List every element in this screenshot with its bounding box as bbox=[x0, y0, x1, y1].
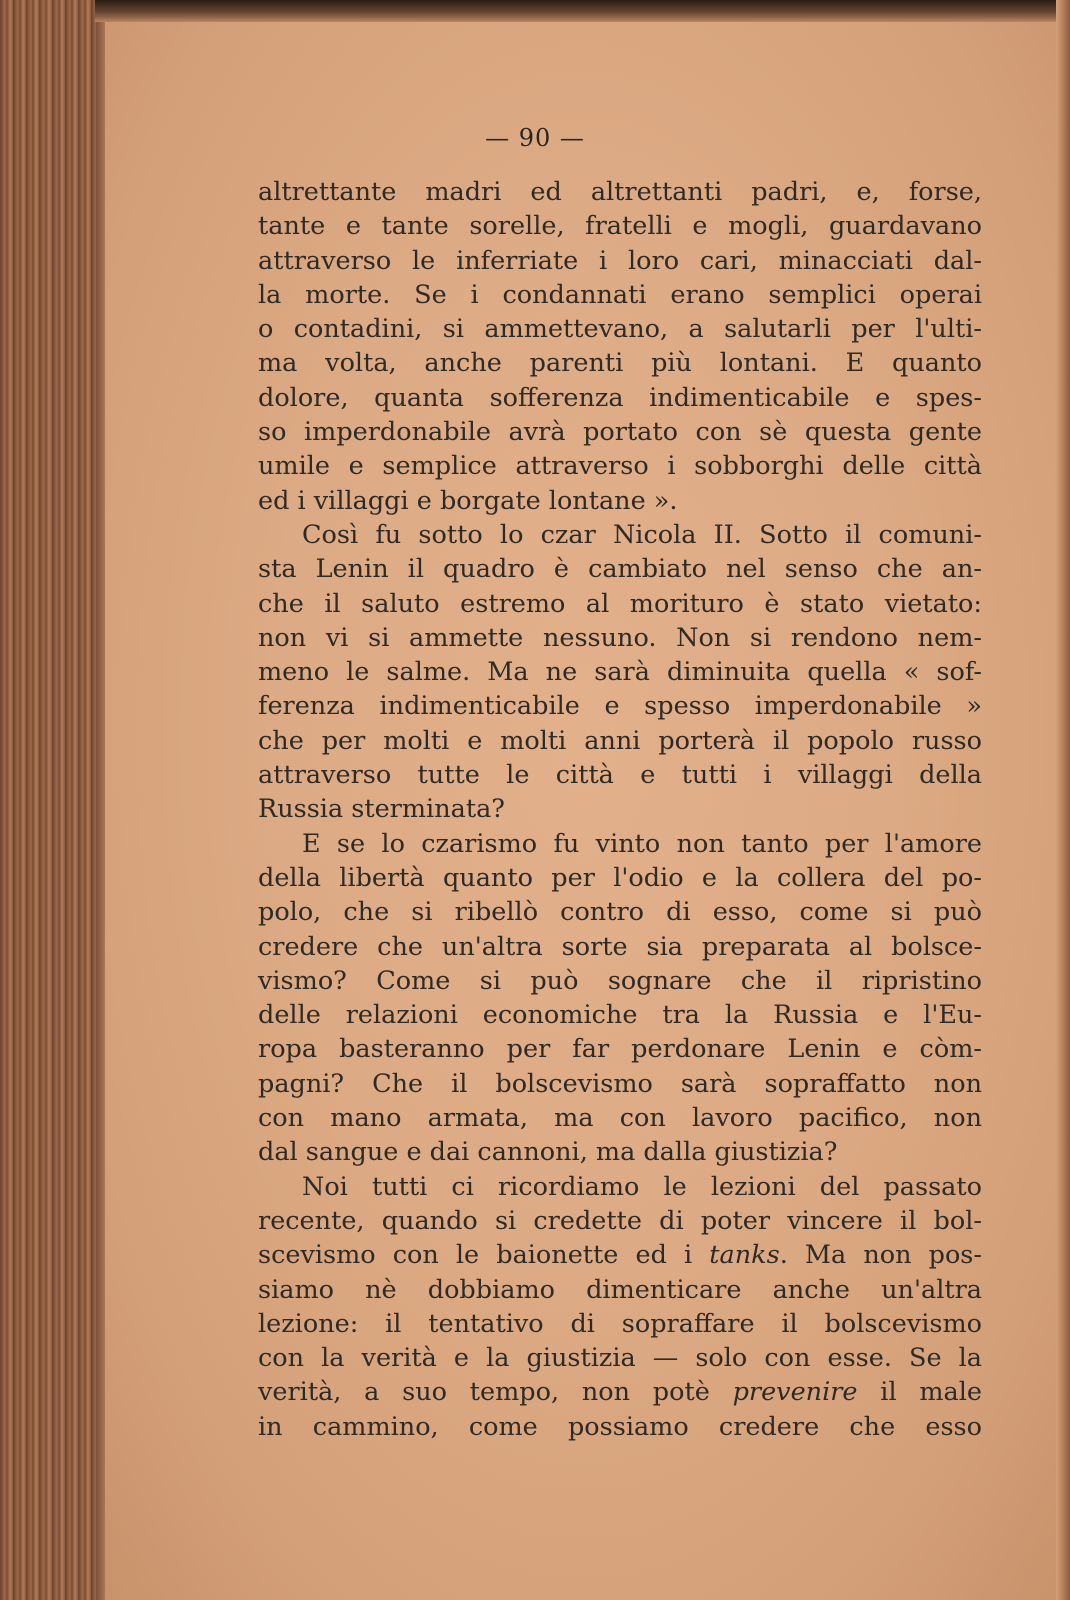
text-line: attraverso le inferriate i loro cari, minacciati dal- bbox=[258, 245, 982, 276]
text-line: Russia sterminata? bbox=[258, 794, 505, 825]
text-line: meno le salme. Ma ne sarà diminuita quella « sof- bbox=[258, 657, 982, 688]
text-line: ferenza indimenticabile e spesso imperdonabile » bbox=[258, 691, 982, 722]
text-line: sta Lenin il quadro è cambiato nel senso che an- bbox=[258, 554, 982, 585]
text-line: recente, quando si credette di poter vincere il bol- bbox=[258, 1205, 982, 1236]
text-line: Noi tutti ci ricordiamo le lezioni del passato bbox=[302, 1171, 982, 1202]
italic-word: tanks bbox=[709, 1240, 780, 1271]
text-line: della libertà quanto per l'odio e la collera del po- bbox=[258, 862, 982, 893]
page-number: — 90 — bbox=[485, 124, 585, 152]
text-line: o contadini, si ammettevano, a salutarli per l'ulti- bbox=[258, 314, 982, 345]
text-line: credere che un'altra sorte sia preparata al bolsce- bbox=[258, 931, 982, 962]
top-shadow-band bbox=[95, 0, 1070, 22]
text-fragment: il male bbox=[857, 1377, 982, 1408]
text-line: con la verità e la giustizia — solo con esse. Se la bbox=[258, 1343, 982, 1374]
text-line: lezione: il tentativo di sopraffare il bolscevismo bbox=[258, 1308, 982, 1339]
text-line bbox=[258, 1238, 982, 1272]
text-line: umile e semplice attraverso i sobborghi delle città bbox=[258, 451, 982, 482]
text-line: Così fu sotto lo czar Nicola II. Sotto il comuni- bbox=[302, 519, 982, 550]
text-line bbox=[258, 1375, 982, 1409]
text-line: in cammino, come possiamo credere che esso bbox=[258, 1411, 982, 1442]
text-line: vismo? Come si può sognare che il ripristino bbox=[258, 965, 982, 996]
page-stack-edge bbox=[0, 0, 110, 1600]
text-line: che il saluto estremo al morituro è stato vietato: bbox=[258, 588, 982, 619]
text-line: ed i villaggi e borgate lontane ». bbox=[258, 485, 678, 516]
text-line: polo, che si ribellò contro di esso, come si può bbox=[258, 897, 982, 928]
text-line: ma volta, anche parenti più lontani. E quanto bbox=[258, 348, 982, 379]
text-line: tante e tante sorelle, fratelli e mogli, guardavano bbox=[258, 211, 982, 242]
text-line: la morte. Se i condannati erano semplici operai bbox=[258, 279, 982, 310]
text-line: dal sangue e dai cannoni, ma dalla giustizia? bbox=[258, 1137, 838, 1168]
right-page-edge bbox=[1056, 0, 1070, 1600]
text-line: ropa basteranno per far perdonare Lenin e còm- bbox=[258, 1034, 982, 1065]
italic-word: prevenire bbox=[732, 1377, 858, 1408]
text-fragment: verità, a suo tempo, non potè bbox=[258, 1377, 733, 1408]
text-line: che per molti e molti anni porterà il popolo russo bbox=[258, 725, 982, 756]
text-line: so imperdonabile avrà portato con sè questa gente bbox=[258, 417, 982, 448]
text-line: altrettante madri ed altrettanti padri, e, forse, bbox=[258, 177, 982, 207]
text-fragment: . Ma non pos- bbox=[779, 1240, 983, 1271]
text-fragment: scevismo con le baionette ed i bbox=[258, 1240, 710, 1271]
text-line: delle relazioni economiche tra la Russia e l'Eu- bbox=[258, 1000, 982, 1031]
text-line: non vi si ammette nessuno. Non si rendono nem- bbox=[258, 622, 982, 653]
text-line: pagni? Che il bolscevismo sarà sopraffatto non bbox=[258, 1068, 982, 1099]
text-line: siamo nè dobbiamo dimenticare anche un'altra bbox=[258, 1274, 982, 1305]
body-text bbox=[258, 175, 982, 1444]
text-line: attraverso tutte le città e tutti i villaggi della bbox=[258, 760, 982, 791]
text-line: E se lo czarismo fu vinto non tanto per l'amore bbox=[302, 828, 982, 859]
text-line: dolore, quanta sofferenza indimenticabile e spes- bbox=[258, 382, 982, 413]
text-line: con mano armata, ma con lavoro pacifico, non bbox=[258, 1103, 982, 1134]
